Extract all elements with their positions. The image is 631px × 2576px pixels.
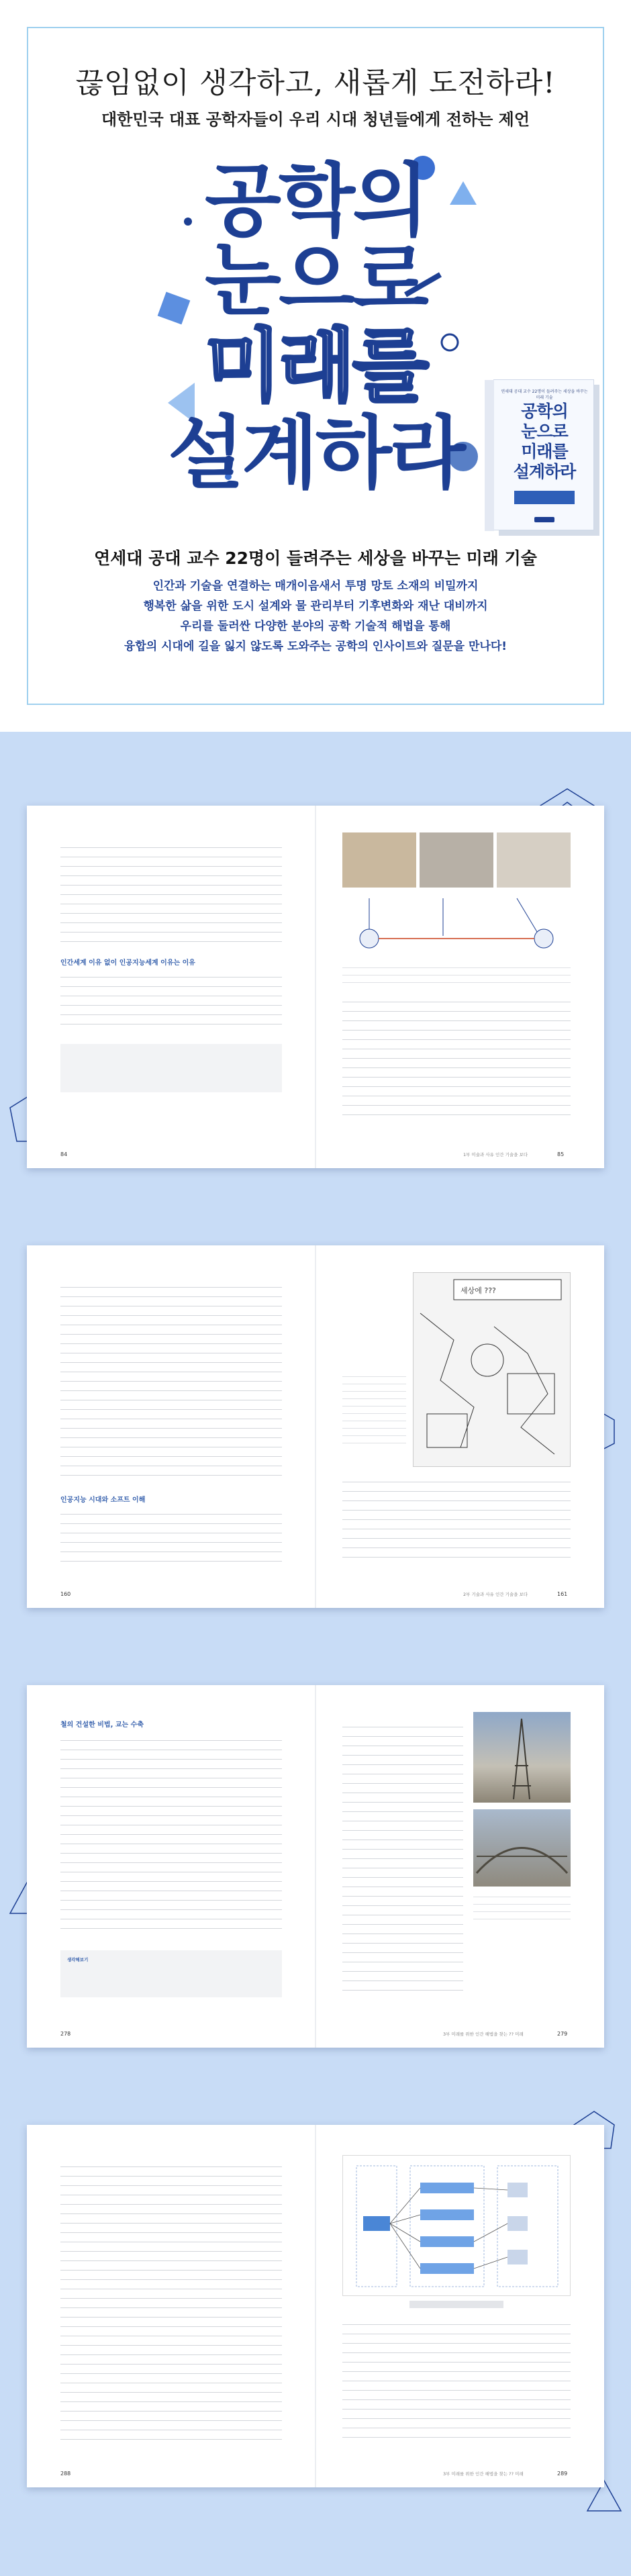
cat-photo [342, 832, 416, 888]
note-label: 생각해보기 [67, 1957, 89, 1962]
spread-left-page [27, 2125, 316, 2487]
description-line: 우리를 둘러싼 다양한 분야의 공학 기술적 해법을 통해 [180, 620, 451, 633]
body-text [342, 2320, 571, 2440]
bridge-photo [473, 1809, 571, 1887]
arch-bridge-drawing [473, 1809, 571, 1887]
water-cycle-flow-diagram [343, 2156, 571, 2296]
spread-right-page [316, 2125, 604, 2487]
book-cover-subtitle: 연세대 공대 교수 22명이 들려주는 세상을 바꾸는 미래 기술 [501, 389, 588, 400]
spread-left-page [27, 806, 316, 1168]
page-number: 288 [60, 2471, 71, 2477]
spread-right-page [316, 806, 604, 1168]
section-heading: 인공지능 시대와 소프트 이해 [60, 1496, 146, 1504]
section-heading: 인간세계 이유 없이 인공지능세계 이유는 이유 [60, 959, 195, 967]
tower-photo [473, 1712, 571, 1803]
neural-network-diagram [342, 892, 571, 959]
book-title-line: 공학의 [521, 401, 568, 421]
title-line-1: 공학의 [205, 154, 426, 247]
body-text [60, 2162, 282, 2444]
book-cover-title [494, 401, 595, 482]
running-head: 3부 미래를 위한 인간 해법을 찾는 ?? 미래 [443, 2471, 524, 2477]
page-number: 85 [557, 1151, 565, 1157]
running-head: 3부 미래를 위한 인간 해법을 찾는 ?? 미래 [443, 2032, 524, 2037]
title-line-3: 미래를 [205, 320, 426, 412]
running-head: 1부 미술과 사유 인간 기술을 보다 [463, 1152, 528, 1157]
body-text [342, 1722, 463, 1997]
cat-photo [497, 832, 571, 888]
body-text [60, 972, 282, 1033]
description-line: 행복한 삶을 위한 도시 설계와 물 관리부터 기후변화와 재난 대비까지 [143, 600, 488, 613]
book-title-line: 미래를 [521, 442, 568, 461]
description-line: 융합의 시대에 길을 잃지 않도록 도와주는 공학의 인사이트와 질문을 만나다! [124, 640, 507, 653]
spread-left-page [27, 1245, 316, 1608]
tagline: 끊임없이 생각하고, 새롭게 도전하라! [75, 66, 556, 100]
publisher-logo-icon [534, 517, 554, 522]
spread-right-page [316, 1245, 604, 1608]
spread-left-page [27, 1685, 316, 2048]
figure-caption [473, 1893, 571, 1923]
title-line-2: 눈으로 [205, 234, 426, 326]
page-number: 160 [60, 1591, 71, 1597]
sketch-title: 세상에 ??? [460, 1286, 496, 1295]
book-cover [493, 379, 594, 530]
body-text [60, 1282, 282, 1484]
description-headline: 연세대 공대 교수 22명이 들려주는 세상을 바꾸는 미래 기술 [94, 548, 537, 568]
page-number: 84 [60, 1151, 68, 1157]
book-spine [485, 380, 494, 531]
section-heading: 철의 건설한 비법, 교는 수축 [60, 1721, 144, 1729]
book-spread [27, 806, 604, 1168]
hero-section [0, 0, 631, 732]
body-text [60, 1509, 282, 1563]
figure-caption [342, 1373, 406, 1447]
page-number: 289 [557, 2471, 568, 2477]
page-number: 279 [557, 2031, 568, 2037]
page-number: 278 [60, 2031, 71, 2037]
book-title-line: 설계하라 [513, 462, 576, 481]
figure-caption [409, 2301, 503, 2308]
subtitle: 대한민국 대표 공학자들이 우리 시대 청년들에게 전하는 제언 [101, 110, 530, 129]
book-title-line: 눈으로 [521, 422, 568, 441]
book-spread [27, 1245, 604, 1608]
body-text [60, 843, 282, 943]
page-number: 161 [557, 1591, 568, 1597]
note-box [60, 1950, 282, 1997]
sample-pages-section [0, 732, 631, 2576]
body-text [342, 1477, 571, 1561]
note-box [60, 1044, 282, 1092]
description-line: 인간과 기술을 연결하는 매개이음새서 투명 망토 소재의 비밀까지 [152, 579, 479, 593]
title-artwork [148, 141, 483, 504]
figure-caption [342, 964, 571, 987]
book-spread [27, 1685, 604, 2048]
body-text [60, 1735, 282, 1937]
cat-photo [420, 832, 493, 888]
body-text [342, 997, 571, 1121]
book-spread [27, 2125, 604, 2487]
city-sketch [413, 1272, 571, 1467]
book-strip [514, 491, 575, 504]
water-cycle-diagram [342, 2155, 571, 2296]
city-sketch-drawing [414, 1273, 571, 1467]
running-head: 2부 기술과 사유 인간 기술을 보다 [463, 1592, 528, 1597]
spread-right-page [316, 1685, 604, 2048]
eiffel-tower-drawing [473, 1712, 571, 1803]
title-line-4: 설계하라 [168, 407, 463, 499]
description-lines [0, 576, 631, 657]
